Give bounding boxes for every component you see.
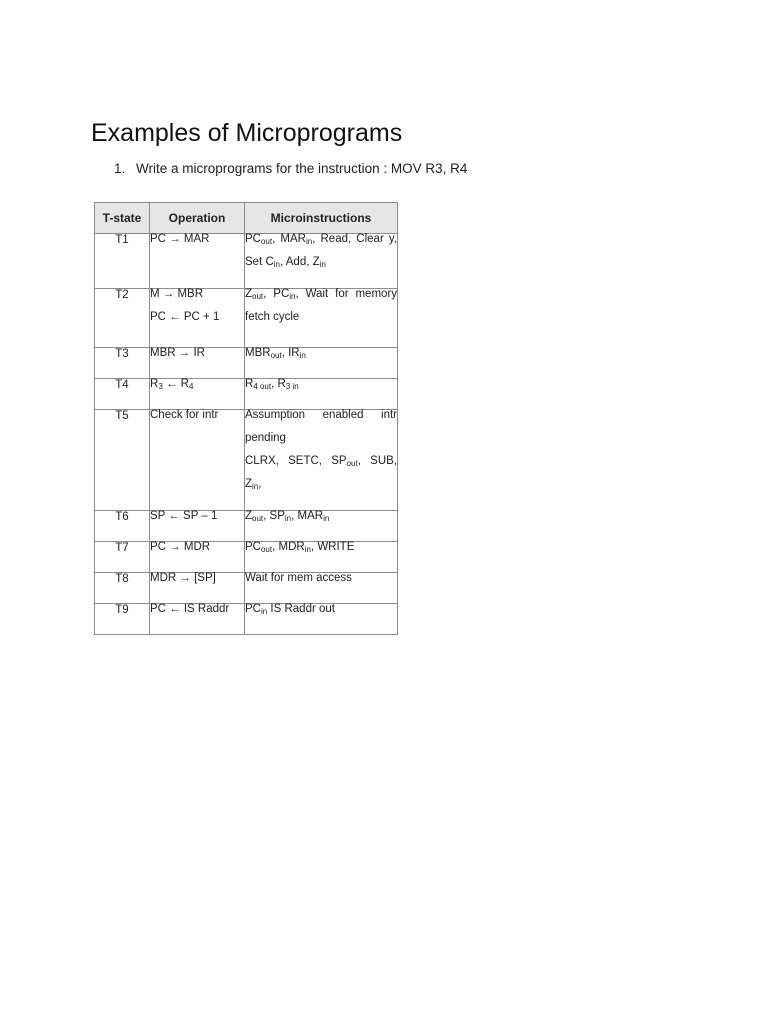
operation-line [150,342,244,365]
text-segment: , MDR [272,541,305,553]
text-segment: , [258,478,262,490]
subscript: in [273,260,280,269]
microinstruction-line [245,342,397,365]
text-segment: Check for intr [150,409,219,421]
microinstruction-line [245,404,397,450]
microinstruction-line [245,505,397,528]
text-segment: R [150,378,159,390]
text-segment: Wait for mem access [245,572,352,584]
operation-cell [150,289,245,348]
table-row [95,604,398,635]
microprogram-table [94,202,398,635]
text-segment: , SP [263,510,285,522]
t-state-cell: T9 [95,604,150,635]
t-state-cell: T3 [95,348,150,379]
subscript: out [260,237,273,246]
operation-line [150,598,244,621]
text-segment: PC → MAR [150,233,210,245]
header-microinstructions: Microinstructions [245,203,398,234]
subscript: out [270,351,282,360]
subscript: out [252,514,264,523]
microinstruction-line [245,598,397,621]
t-state-cell: T2 [95,289,150,348]
text-segment: PC → MDR [150,541,211,553]
subscript: out [260,545,273,554]
text-segment: PC ← IS Raddr [150,603,230,615]
header-t-state: T-state [95,203,150,234]
operation-line [150,283,244,306]
text-segment: ← R [162,378,189,390]
subscript: in [305,237,313,246]
text-segment: R [245,378,254,390]
t-state-cell: T4 [95,379,150,410]
text-segment: , WRITE [310,541,355,553]
subscript: 3 [158,382,163,391]
text-segment: , PC [263,288,290,300]
microinstruction-line [245,228,397,274]
text-segment: , Wait for memory fetch cycle [245,288,397,323]
text-segment: PC [245,541,261,553]
subscript: in [299,351,306,360]
text-segment: , Read, Clear y, Set C [245,233,397,268]
text-segment: Z [245,288,253,300]
subscript: in [252,482,259,491]
operation-line [150,567,244,590]
list-number: 1. [114,161,126,176]
text-segment: SP ← SP – 1 [150,510,218,522]
table-row [95,234,398,289]
operation-line [150,505,244,528]
text-segment: , IR [281,347,300,359]
subscript: 4 out [253,382,272,391]
subscript: out [346,459,358,468]
list-item-text: Write a microprograms for the instruction : MOV R3, R4 [136,161,468,176]
microinstruction-line [245,450,397,496]
operation-line [150,536,244,559]
header-operation: Operation [150,203,245,234]
subscript: in [289,292,296,301]
microinstruction-line [245,283,397,329]
subscript: 3 in [285,382,299,391]
microinstruction-line [245,567,397,590]
subscript: in [323,514,330,523]
operation-cell [150,234,245,289]
t-state-cell: T6 [95,511,150,542]
table-row [95,289,398,348]
text-segment: , MAR [272,233,306,245]
operation-cell [150,410,245,511]
microinstruction-cell [245,410,398,511]
t-state-cell: T5 [95,410,150,511]
text-segment: , Add, Z [280,256,320,268]
text-segment: IS Raddr out [267,603,335,615]
text-segment: MBR [245,347,271,359]
text-segment: , MAR [291,510,324,522]
instruction-list-item [114,161,467,176]
microinstruction-cell [245,234,398,289]
table-body [95,234,398,635]
table-row [95,410,398,511]
text-segment: PC [245,603,261,615]
subscript: in [319,260,326,269]
page-title: Examples of Microprograms [91,119,403,147]
microinstruction-cell [245,289,398,348]
text-segment: PC ← PC + 1 [150,311,220,323]
text-segment: CLRX, SETC, SP [245,455,347,467]
subscript: in [304,545,311,554]
operation-line [150,228,244,251]
t-state-cell: T7 [95,542,150,573]
t-state-cell: T1 [95,234,150,289]
text-segment: MBR → IR [150,347,205,359]
subscript: in [284,514,292,523]
operation-line [150,404,244,427]
operation-cell [150,604,245,635]
text-segment: M → MBR [150,288,204,300]
subscript: in [260,607,268,616]
subscript: out [252,292,264,301]
microinstruction-line [245,373,397,396]
subscript: 4 [188,382,194,391]
microinstruction-line [245,536,397,559]
t-state-cell: T8 [95,573,150,604]
microinstruction-cell [245,604,398,635]
operation-line [150,306,244,329]
text-segment: MDR → [SP] [150,572,216,584]
operation-line [150,373,244,396]
text-segment: PC [245,233,261,245]
text-segment: Assumption enabled intr pending [245,409,397,444]
text-segment: , R [271,378,286,390]
text-segment: , SUB, Z [245,455,398,490]
text-segment: Z [245,510,253,522]
